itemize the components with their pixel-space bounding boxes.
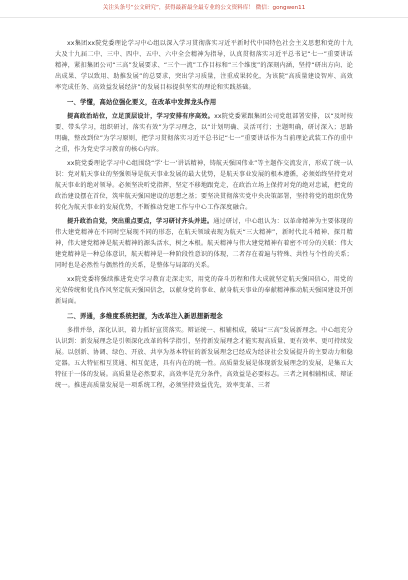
- paragraph-lead: 提升政治自觉，突出重点要点，学习研讨齐头并进。: [67, 218, 214, 225]
- body-paragraph: [55, 38, 353, 93]
- body-paragraph: [55, 216, 353, 271]
- body-paragraph: [55, 274, 353, 307]
- body-paragraph: [55, 158, 353, 213]
- section-heading: 一、学懂，高站位强化要义，在改革中发挥龙头作用: [67, 99, 217, 106]
- body-paragraph: [55, 325, 353, 391]
- body-paragraph: [55, 111, 353, 155]
- section-heading: 二、弄通，多维度系统把握，为改革注入新思想新理念: [67, 313, 223, 320]
- paragraph-text: xx院党委理论学习中心组围绕“学‘七一’讲话精神，铸航天强国伟业”等主题作交流发言，形成了统一认识：党对航天事业的坚强领导是航天事业发展的最大优势，是航天事业发展的根本遵循，必须始终坚持党对航天事业的绝对领导。必须坚决听党指挥，坚定不移地跟党走，在政治立场上保持对党的绝对忠诚，把党的政治建设摆在首位，筑牢航天强国建设的思想之基；要坚决贯彻落实党中央决策部署，坚持将党的组织优势转化为航天事业的发展优势，不断推动党建工作与中心工作深度融合。: [55, 160, 353, 211]
- paragraph-text: xx院党委将强续推进党史学习教育走深走实，用党的奋斗历程和伟大成就坚定航天强国信心，用党的光荣传统和优良作风坚定航天强国信念，以献身党的事业、献身航天事业的奉献精神推动航天强国建设开创新局面。: [55, 276, 353, 305]
- paragraph-text: xx院党委紧跟集团公司党组部署安排，以“及时按要、带头学习，组织研讨，落实有效”为学习理念，以“计划明确、灵活可行；主题明确，研讨深入；思路明确，整改到位”为学习原则，把学习贯彻落实习近平总书记“七一”重要讲话作为当前理论武装工作的重中之重，作为党史学习教育的核心内容。: [55, 113, 353, 153]
- paragraph-text: 多措并举，深化认识，着力抓好宣贯落实。辩证统一、相辅相成，破局“三高”发展新理念。中心组充分认识到：新发展理念是引领深化改革的科学指引，坚持新发展理念才能实现高质量、更有效率、更可持续发展。以创新、协调、绿色、开放、共享为基本特征的新发展理念已经成为经济社会发展提升的主要动力和稳定器。五大特征相互贯通、相互促进，具有内在的统一性。高质量发展是体现新发展理念的发展，是集五大特征于一体的发展。高质量是必然要求，高效率是充分条件，高效益是必要标志。三者之间相辅相成、辩证统一。推进高质量发展是一项系统工程，必须坚持效益优先，效率变革、三者: [55, 327, 353, 389]
- document-body: [55, 38, 353, 394]
- paragraph-text: xx集团xx院党委理论学习中心组以深入学习贯彻落实习近平新时代中国特色社会主义思想和党的十九大及十九届二中、三中、四中、五中、六中全会精神为指导，认真贯彻落实习近平总书记“七一”重要讲话精神，紧扣集团公司“三高”发展要求、“三个一流”工作目标和“三个维度”的深刻内涵，坚持“研出方向、论出成果、学以致用、助推发展”的总要求，突出学习质量，注重成果转化，为该院“高质量建设智库、高效率完成任务、高效益发展经济”的发展目标提供坚实的理论和实践基础。: [55, 40, 353, 91]
- top-banner: 关注头条号“公文研究”，获得最新最全最专业的公文资料库！ 微信：gongwen11: [0, 0, 408, 18]
- paragraph-text: 通过研讨，中心组认为：以革命精神为主要体现的伟大建党精神在不同时空展现不同的形态，在航天领域表现为航天“三大精神”，新时代北斗精神、探月精神，伟大建党精神是航天精神的源头活水，树之本根。航天精神与伟大建党精神有着密不可分的关联：伟大建党精神是一种总体意识，航天精神是一种阶段性意识的体现，二者存在着遍与特殊、共性与个性的关系；同时也是必然性与偶然性的关系，是整体与局部的关系。: [55, 218, 353, 269]
- paragraph-lead: 提高政治站位，立足顶层设计，学习安排有序高效。: [67, 113, 215, 120]
